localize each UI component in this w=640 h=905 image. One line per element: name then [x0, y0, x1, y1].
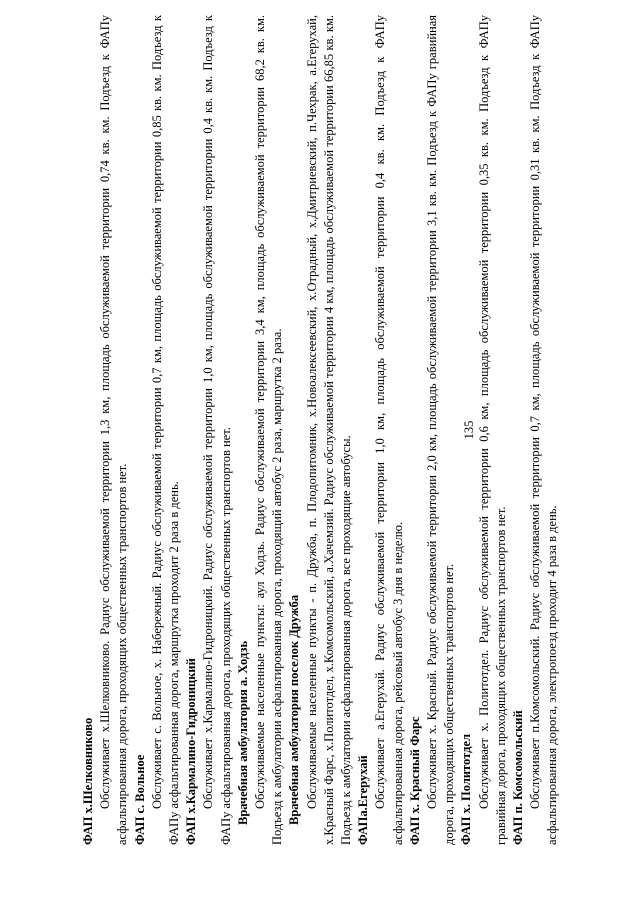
section-heading: ФАП х.Шелковниково — [81, 717, 95, 845]
section-heading: Врачебная амбулатория а. Ходзь — [235, 640, 250, 825]
section-text: Обслуживает а.Егерухай. Радиус обслуживаемой территории 1,0 км, площадь обслуживаемой территории 0,4 кв. км. Подъезд к ФАПу асфальтированная дорога, рейсовый автобус 3 дня в неделю. — [373, 15, 405, 845]
section-heading: ФАП х. Красный Фарс — [407, 716, 422, 845]
page-number: 135 — [462, 420, 476, 440]
section-text: Обслуживает х.Шелковниково. Радиус обслуживаемой территории 1,3 км, площадь обслуживаемой территории 0,74 кв. км. Подъезд к ФАПу асфальтированная дорога, проходящих общественных транспортов нет. — [98, 15, 130, 845]
section-text: Обслуживает х. Политотдел. Радиус обслуживаемой территории 0,6 км, площадь обслуживаемой территории 0,35 кв. км. Подъезд к ФАПу гравийная дорога, проходящих общественных транспортов нет. — [476, 15, 508, 845]
rotated-page-content — [70, 15, 610, 845]
section-text: Обслуживаемые населенные пункты - п. Дружба, п. Плодопитомник, х.Новоалексеевский, х.Отрадный, х.Дмитриевский, п.Чехрак, а.Егерухай, х.Красный Фарс, х.Политотдел, х.Комсомольский, а.Хачемзий. Радиус обслуживаемой территории 4 км, площадь обслуживаемой территории 66,85 кв. км. Подъезд к амбулатории асфальтированная дорога, все проходящие автобусы. — [304, 15, 354, 845]
section-heading: ФАП с. Вольное — [132, 754, 147, 845]
document-body — [80, 15, 562, 845]
section-text: Обслуживает с. Вольное, х. Набережный. Радиус обслуживаемой территории 0,7 км, площадь обслуживаемой территории 0,85 кв. км. Подъезд к ФАПу асфальтированная дорога, маршрутка проходит 2 раза в день. — [149, 15, 182, 845]
section-heading: ФАПа.Егерухай — [356, 755, 371, 845]
section-heading: ФАП п. Комсомольский — [511, 710, 526, 845]
section-text: Обслуживает п.Комсомольский. Радиус обслуживаемой территории 0,7 км, площадь обслуживаемой территории 0,31 кв. км. Подъезд к ФАПу асфальтированная дорога, электропоезд проходит 4 раза в день. — [528, 15, 560, 845]
section-text: Обслуживаемые населенные пункты: аул Ходзь. Радиус обслуживаемой территории 3,4 км, площадь обслуживаемой территории 68,2 кв. км. Подъезд к амбулатории асфальтированная дорога, проходящий автобус 2 раза, маршрутка 2 раза. — [253, 15, 285, 845]
section-text: Обслуживает х.Кармалино-Гидроницкий. Радиус обслуживаемой территории 1,0 км, площадь обслуживаемой территории 0,4 кв. км. Подъезд к ФАПу асфальтированная дорога, проходящих общественных транспортов нет. — [201, 15, 233, 845]
section-heading: ФАП х.Кармалино-Гидроницкий — [184, 658, 199, 845]
section-heading: ФАП х. Политотдел — [459, 734, 474, 845]
section-text: Обслуживает х. Красный. Радиус обслуживаемой территории 2,0 км, площадь обслуживаемой территории 3,1 кв. км. Подъезд к ФАПу гравийная дорога, проходящих общественных транспортов нет. — [425, 15, 457, 845]
section-heading: Врачебная амбулатория поселок Дружба — [287, 594, 302, 825]
